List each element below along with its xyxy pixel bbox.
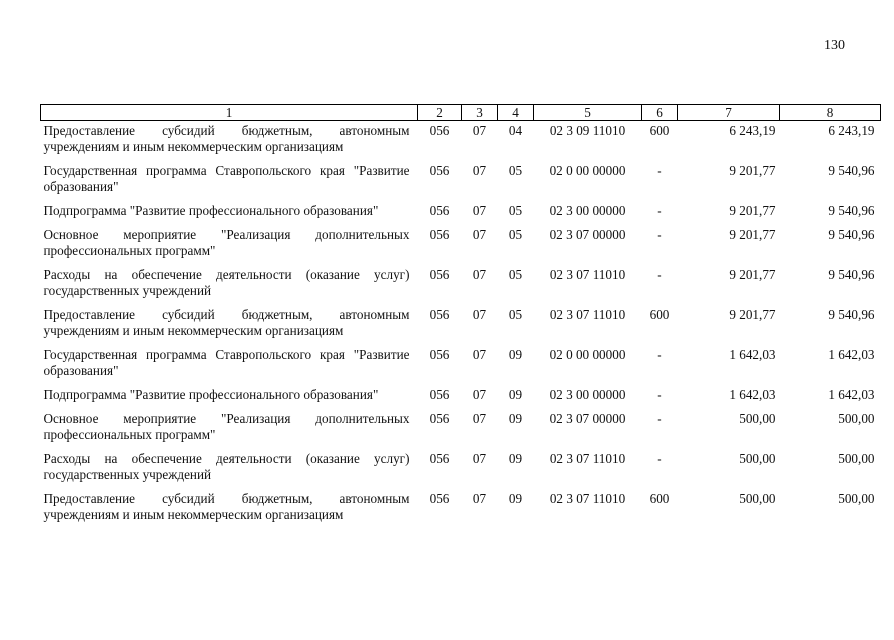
table-row: [41, 345, 881, 385]
row-name: Расходы на обеспечение деятельности (оказание услуг) государственных учреждений: [43, 267, 410, 298]
budget-table: [40, 104, 881, 529]
table-row: [41, 121, 881, 162]
header-cell: 3: [462, 105, 498, 121]
row-amount-2: 1 642,03: [828, 387, 875, 402]
row-target-article: 02 3 07 11010: [549, 307, 626, 322]
row-subsection: 05: [508, 203, 523, 218]
row-amount-1: 9 201,77: [729, 163, 776, 178]
row-subsection: 09: [508, 451, 523, 466]
header-cell: 2: [418, 105, 462, 121]
row-subsection: 09: [508, 347, 523, 362]
row-amount-1: 6 243,19: [729, 123, 776, 138]
table-row: [41, 305, 881, 345]
row-target-article: 02 3 07 11010: [549, 267, 626, 282]
row-expense-type: 600: [649, 307, 670, 322]
row-name: Государственная программа Ставропольского края "Развитие образования": [43, 347, 410, 378]
row-section: 07: [472, 411, 487, 426]
header-row: [41, 105, 881, 121]
row-target-article: 02 3 09 11010: [549, 123, 626, 138]
row-admin-code: 056: [429, 163, 450, 178]
row-amount-2: 500,00: [838, 411, 875, 426]
row-expense-type: -: [657, 227, 662, 242]
table-row: [41, 409, 881, 449]
row-target-article: 02 3 00 00000: [549, 387, 626, 402]
row-target-article: 02 3 07 11010: [549, 451, 626, 466]
table-row: [41, 385, 881, 409]
row-amount-2: 500,00: [838, 451, 875, 466]
row-subsection: 09: [508, 491, 523, 506]
row-amount-2: 9 540,96: [828, 267, 875, 282]
row-target-article: 02 3 07 11010: [549, 491, 626, 506]
row-subsection: 05: [508, 227, 523, 242]
row-name: Основное мероприятие "Реализация дополнительных профессиональных программ": [43, 227, 410, 258]
row-admin-code: 056: [429, 491, 450, 506]
row-name: Государственная программа Ставропольского края "Развитие образования": [43, 163, 410, 194]
row-name: Расходы на обеспечение деятельности (оказание услуг) государственных учреждений: [43, 451, 410, 482]
row-amount-1: 9 201,77: [729, 227, 776, 242]
header-cell: 1: [41, 105, 418, 121]
row-expense-type: 600: [649, 491, 670, 506]
row-section: 07: [472, 163, 487, 178]
row-admin-code: 056: [429, 267, 450, 282]
row-subsection: 09: [508, 411, 523, 426]
table-row: [41, 161, 881, 201]
row-section: 07: [472, 267, 487, 282]
row-subsection: 05: [508, 163, 523, 178]
header-cell: 7: [678, 105, 780, 121]
row-amount-1: 500,00: [739, 491, 776, 506]
header-cell: 5: [534, 105, 642, 121]
row-section: 07: [472, 451, 487, 466]
row-target-article: 02 3 00 00000: [549, 203, 626, 218]
row-expense-type: -: [657, 387, 662, 402]
table-row: [41, 489, 881, 529]
row-subsection: 04: [508, 123, 523, 138]
row-target-article: 02 0 00 00000: [549, 347, 626, 362]
header-cell: 6: [642, 105, 678, 121]
row-target-article: 02 0 00 00000: [549, 163, 626, 178]
row-admin-code: 056: [429, 347, 450, 362]
row-amount-1: 1 642,03: [729, 387, 776, 402]
row-amount-1: 9 201,77: [729, 267, 776, 282]
table-row: [41, 225, 881, 265]
row-expense-type: -: [657, 163, 662, 178]
row-section: 07: [472, 491, 487, 506]
row-section: 07: [472, 123, 487, 138]
row-subsection: 05: [508, 307, 523, 322]
row-name: Основное мероприятие "Реализация дополнительных профессиональных программ": [43, 411, 410, 442]
row-expense-type: -: [657, 411, 662, 426]
row-section: 07: [472, 387, 487, 402]
row-name: Предоставление субсидий бюджетным, автономным учреждениям и иным некоммерческим организациям: [43, 491, 410, 522]
row-name: Предоставление субсидий бюджетным, автономным учреждениям и иным некоммерческим организациям: [43, 123, 410, 154]
row-amount-1: 9 201,77: [729, 203, 776, 218]
row-amount-2: 1 642,03: [828, 347, 875, 362]
header-cell: 8: [780, 105, 881, 121]
row-amount-1: 9 201,77: [729, 307, 776, 322]
row-name: Подпрограмма "Развитие профессионального образования": [43, 387, 379, 402]
row-name: Подпрограмма "Развитие профессионального образования": [43, 203, 379, 218]
row-admin-code: 056: [429, 203, 450, 218]
row-expense-type: -: [657, 347, 662, 362]
row-amount-2: 9 540,96: [828, 227, 875, 242]
row-section: 07: [472, 307, 487, 322]
table-row: [41, 201, 881, 225]
row-admin-code: 056: [429, 387, 450, 402]
row-section: 07: [472, 347, 487, 362]
row-target-article: 02 3 07 00000: [549, 411, 626, 426]
row-amount-2: 6 243,19: [828, 123, 875, 138]
row-name: Предоставление субсидий бюджетным, автономным учреждениям и иным некоммерческим организациям: [43, 307, 410, 338]
header-cell: 4: [498, 105, 534, 121]
page-number: 130: [824, 38, 845, 53]
table-row: [41, 449, 881, 489]
row-admin-code: 056: [429, 411, 450, 426]
row-section: 07: [472, 227, 487, 242]
row-amount-1: 1 642,03: [729, 347, 776, 362]
row-expense-type: 600: [649, 123, 670, 138]
row-amount-2: 500,00: [838, 491, 875, 506]
row-admin-code: 056: [429, 307, 450, 322]
row-admin-code: 056: [429, 123, 450, 138]
row-amount-2: 9 540,96: [828, 203, 875, 218]
row-amount-2: 9 540,96: [828, 307, 875, 322]
table-row: [41, 265, 881, 305]
row-expense-type: -: [657, 267, 662, 282]
row-expense-type: -: [657, 451, 662, 466]
row-section: 07: [472, 203, 487, 218]
row-subsection: 05: [508, 267, 523, 282]
row-amount-1: 500,00: [739, 451, 776, 466]
row-expense-type: -: [657, 203, 662, 218]
row-admin-code: 056: [429, 451, 450, 466]
row-subsection: 09: [508, 387, 523, 402]
row-amount-1: 500,00: [739, 411, 776, 426]
row-target-article: 02 3 07 00000: [549, 227, 626, 242]
row-admin-code: 056: [429, 227, 450, 242]
row-amount-2: 9 540,96: [828, 163, 875, 178]
